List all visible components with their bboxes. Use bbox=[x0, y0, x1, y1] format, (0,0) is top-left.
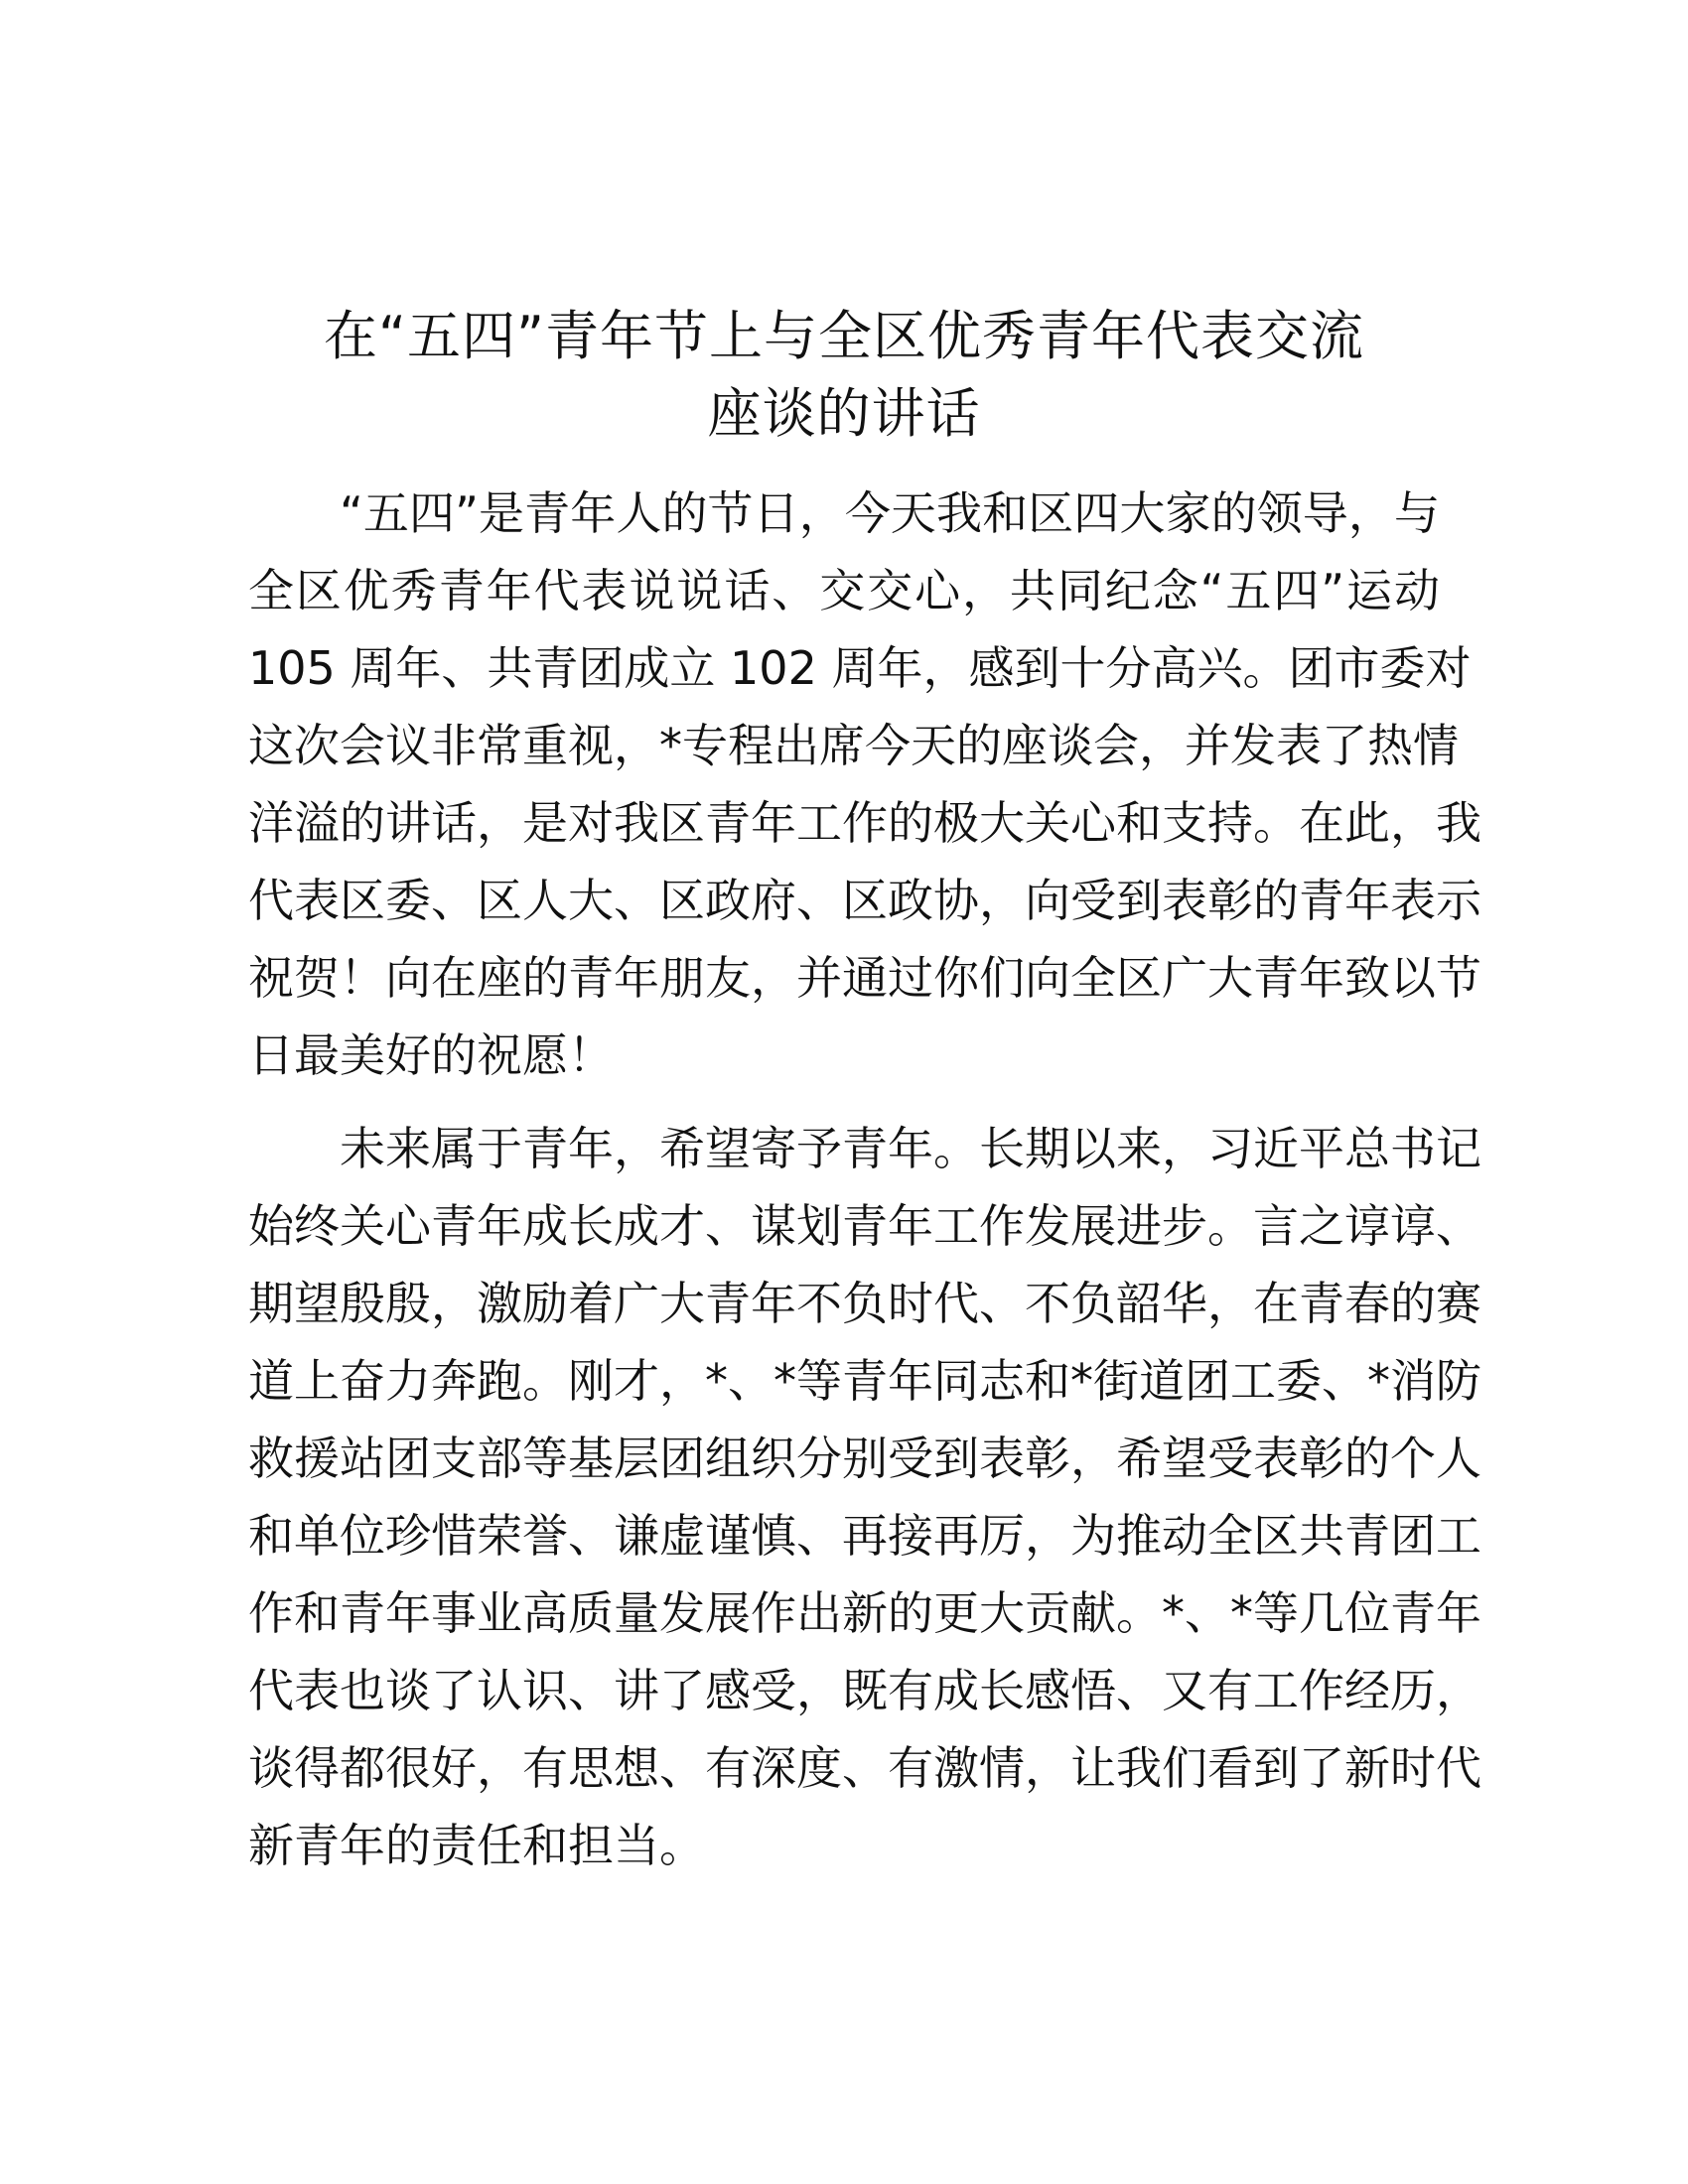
title-line: 在“五四”青年节上与全区优秀青年代表交流 bbox=[324, 305, 1364, 367]
document-title bbox=[248, 298, 1440, 453]
paragraph-1 bbox=[248, 475, 1481, 1094]
paragraph-line: 谈得都很好，有思想、有深度、有激情，让我们看到了新时代 bbox=[248, 1741, 1481, 1795]
title-line: 座谈的讲话 bbox=[707, 382, 981, 445]
paragraph-line: 和单位珍惜荣誉、谦虚谨慎、再接再厉，为推动全区共青团工 bbox=[248, 1509, 1481, 1563]
paragraph-line: 代表区委、区人大、区政府、区政协，向受到表彰的青年表示 bbox=[248, 874, 1481, 927]
paragraph-line: 105 周年、共青团成立 102 周年，感到十分高兴。团市委对 bbox=[248, 641, 1472, 695]
document-body bbox=[248, 475, 1481, 1884]
paragraph-2 bbox=[248, 1110, 1481, 1884]
paragraph-line: 未来属于青年，希望寄予青年。长期以来，习近平总书记 bbox=[340, 1122, 1481, 1175]
document-content bbox=[248, 298, 1481, 1900]
paragraph-line: 洋溢的讲话，是对我区青年工作的极大关心和支持。在此，我 bbox=[248, 796, 1481, 850]
paragraph-line: 作和青年事业高质量发展作出新的更大贡献。*、*等几位青年 bbox=[248, 1586, 1481, 1640]
paragraph-line: 道上奋力奔跑。刚才，*、*等青年同志和*街道团工委、*消防 bbox=[248, 1354, 1481, 1408]
paragraph-line: 这次会议非常重视，*专程出席今天的座谈会，并发表了热情 bbox=[248, 719, 1459, 772]
paragraph-line: 新青年的责任和担当。 bbox=[248, 1819, 705, 1872]
paragraph-line: 全区优秀青年代表说说话、交交心，共同纪念“五四”运动 bbox=[248, 564, 1440, 617]
paragraph-line: 日最美好的祝愿！ bbox=[248, 1028, 614, 1082]
paragraph-line: “五四”是青年人的节日，今天我和区四大家的领导，与 bbox=[340, 486, 1440, 540]
paragraph-line: 代表也谈了认识、讲了感受，既有成长感悟、又有工作经历， bbox=[248, 1664, 1481, 1717]
paragraph-line: 始终关心青年成长成才、谋划青年工作发展进步。言之谆谆、 bbox=[248, 1199, 1481, 1253]
paragraph-line: 期望殷殷，激励着广大青年不负时代、不负韶华，在青春的赛 bbox=[248, 1277, 1481, 1330]
paragraph-line: 祝贺！向在座的青年朋友，并通过你们向全区广大青年致以节 bbox=[248, 951, 1481, 1005]
paragraph-line: 救援站团支部等基层团组织分别受到表彰，希望受表彰的个人 bbox=[248, 1432, 1481, 1485]
